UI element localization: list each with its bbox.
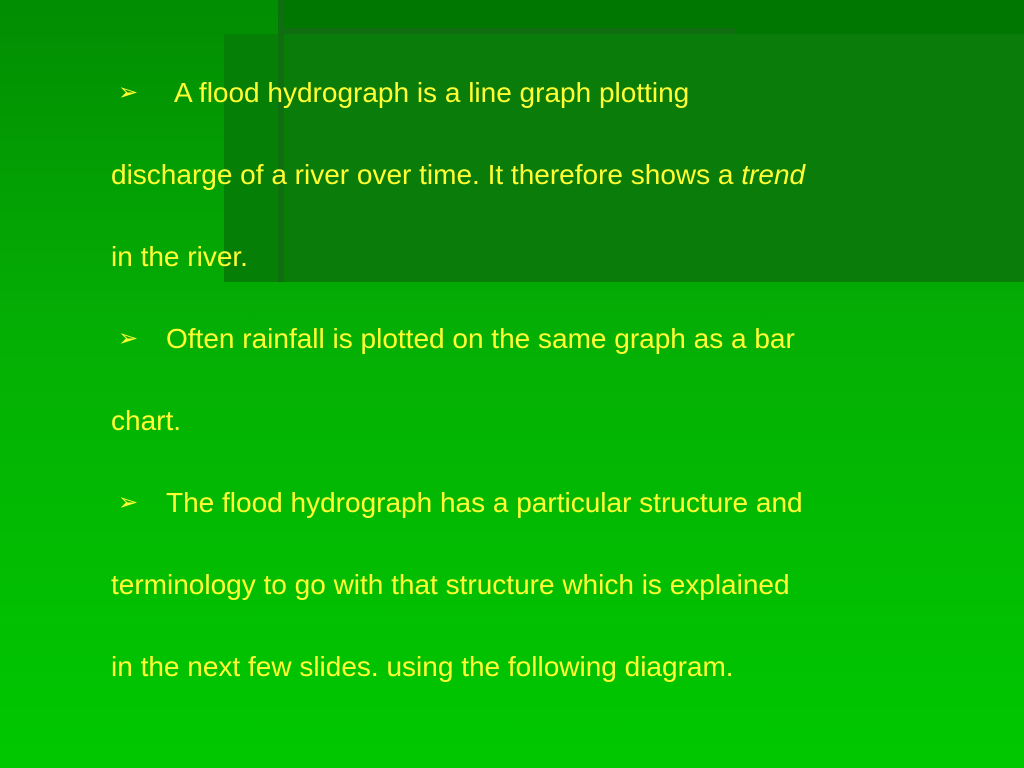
bullet-1-emphasis: trend — [741, 159, 806, 190]
bullet-3-line-3: in the next few slides. using the following diagram. — [111, 651, 734, 682]
bullet-1-line-2 — [111, 158, 805, 192]
arrowhead-bullet-icon: ➢ — [118, 79, 139, 106]
bullet-1-line-1: A flood hydrograph is a line graph plotting — [174, 77, 690, 108]
bullet-2-line-1: Often rainfall is plotted on the same graph as a bar — [166, 323, 795, 354]
bullet-3-line-1: The flood hydrograph has a particular structure and — [166, 487, 803, 518]
arrowhead-bullet-icon: ➢ — [118, 325, 139, 352]
arrowhead-bullet-icon: ➢ — [118, 489, 139, 516]
bullet-3-line-2: terminology to go with that structure which is explained — [111, 569, 790, 600]
bullet-1-line-3: in the river. — [111, 241, 248, 272]
bullet-1-line-2-text: discharge of a river over time. It therefore shows a — [111, 159, 734, 190]
bullet-2-line-2: chart. — [111, 405, 182, 436]
